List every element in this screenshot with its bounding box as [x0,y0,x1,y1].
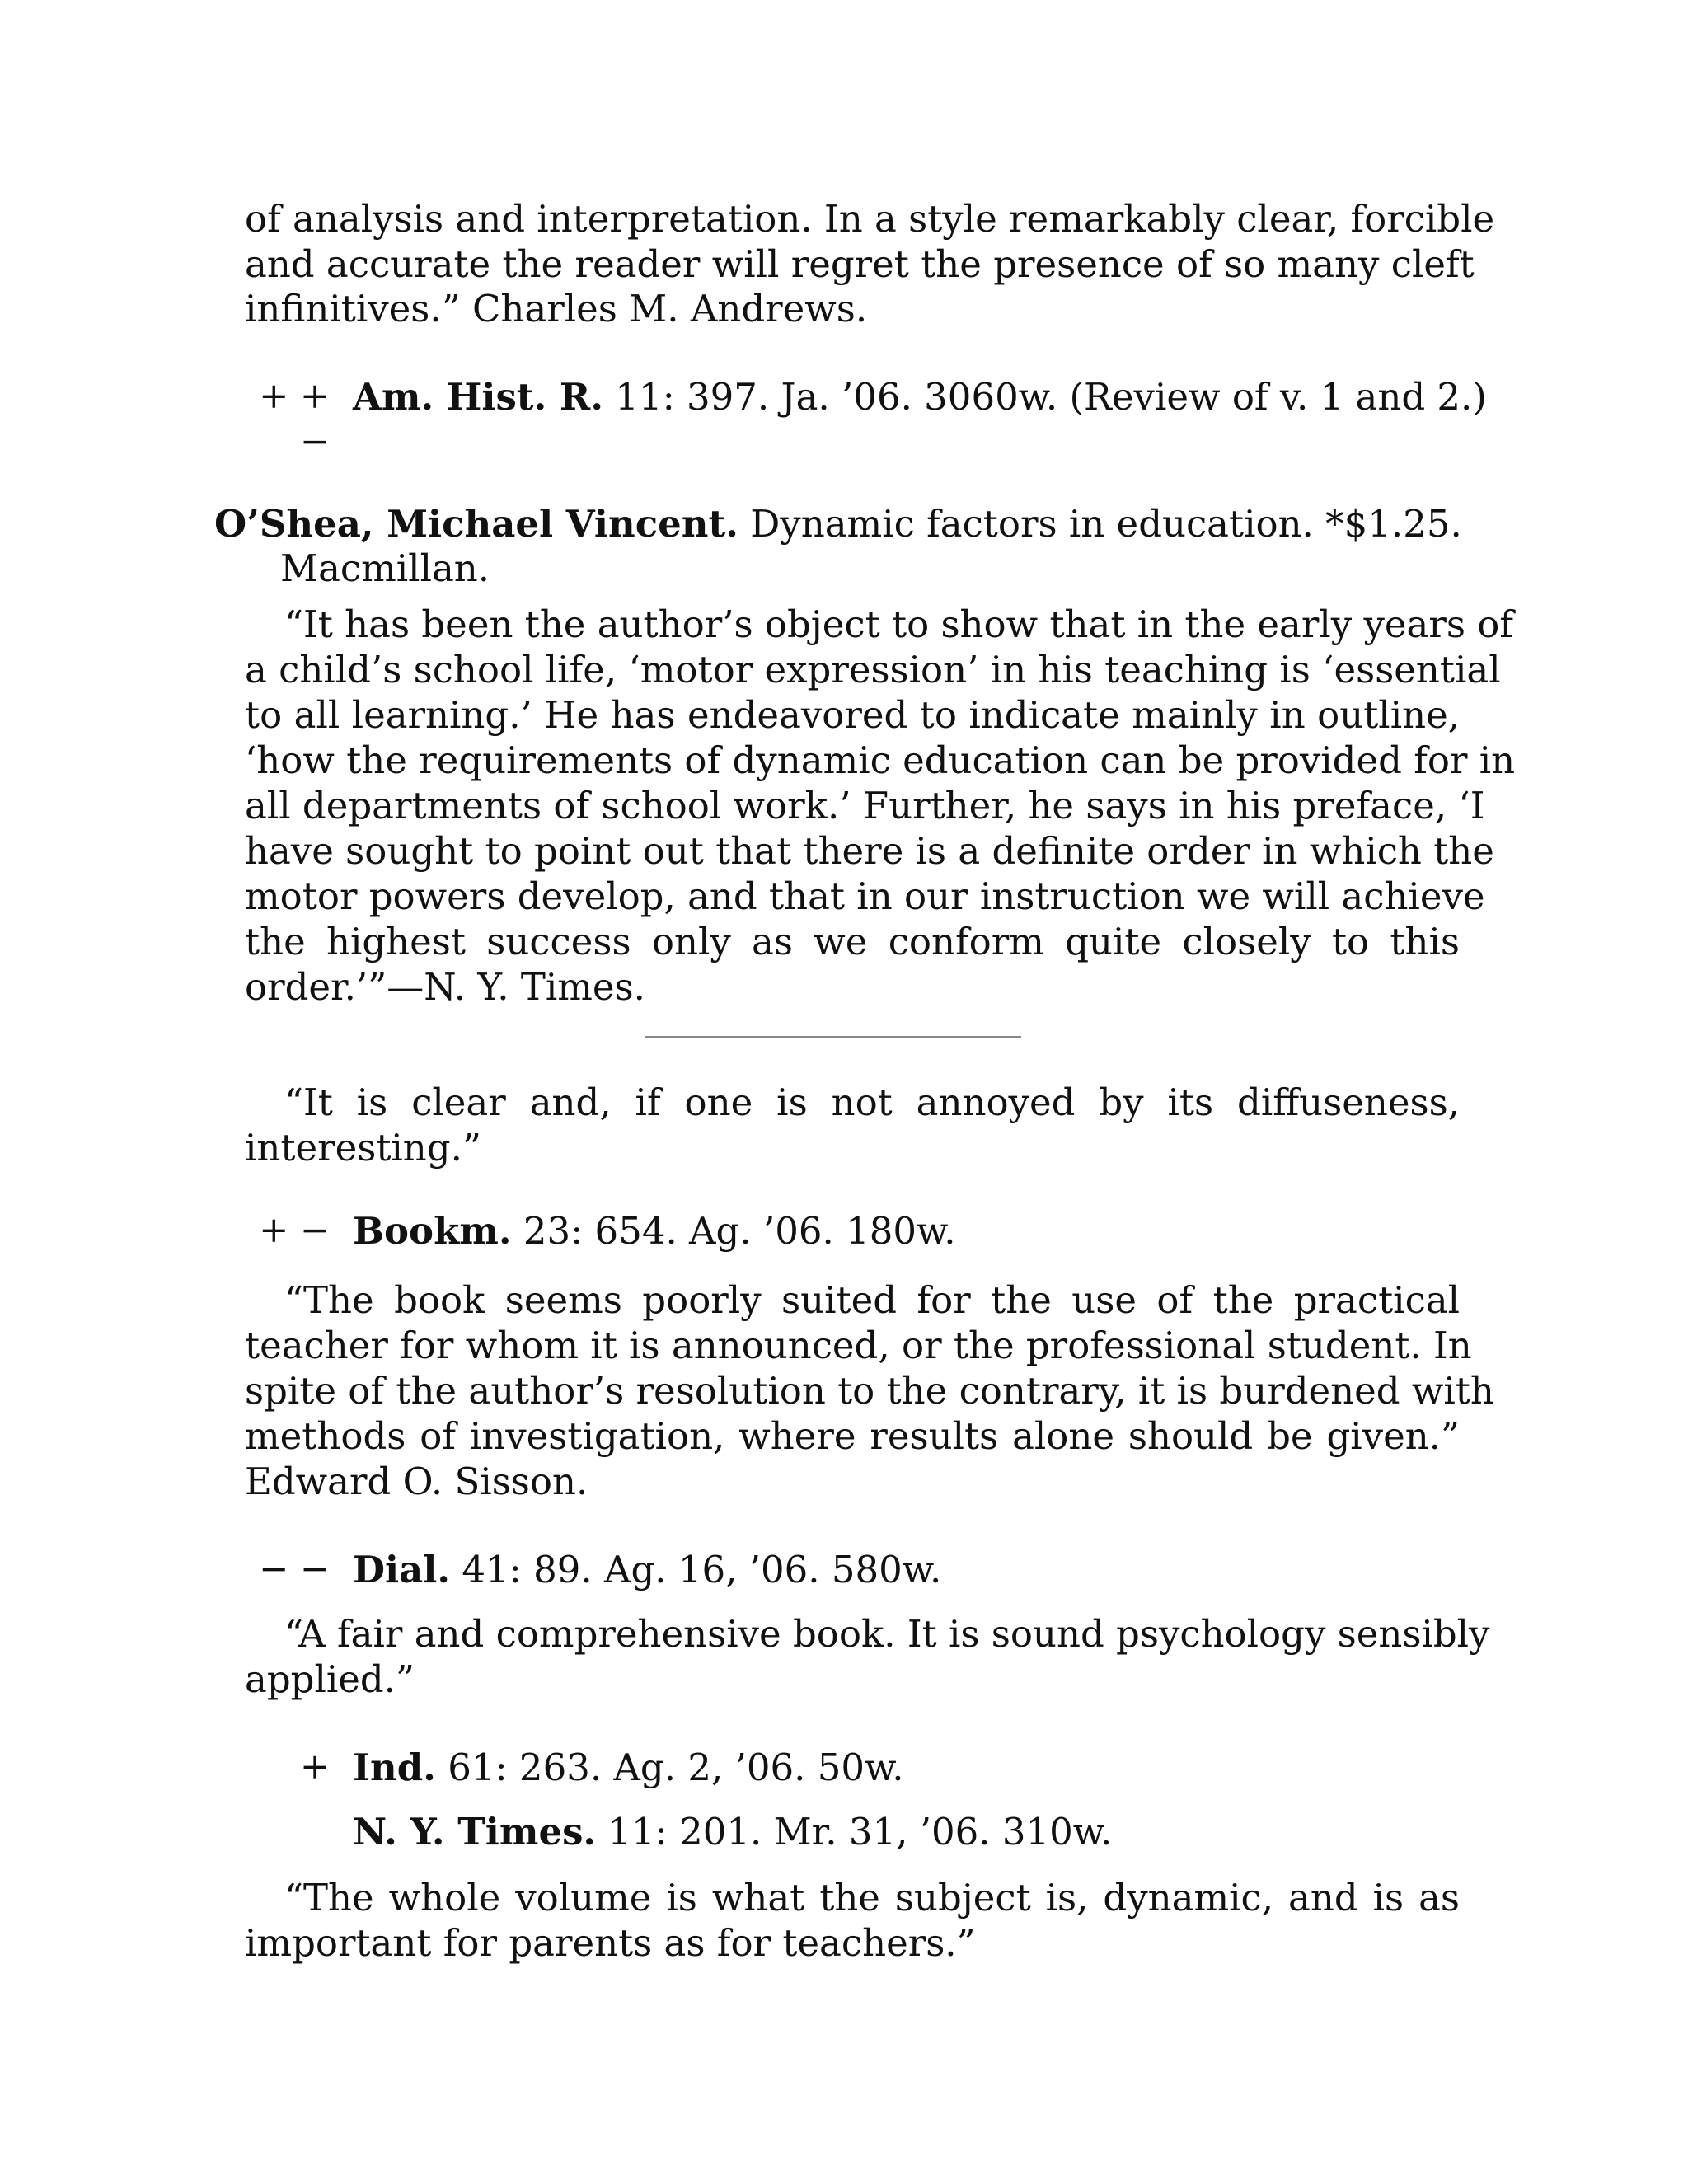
entry-heading [214,501,1460,546]
quote5-line-1: “The whole volume is what the subject is, dynamic, and is as [284,1876,1460,1919]
top-quote-line-2: and accurate the reader will regret the presence of so many cleft [245,242,1475,286]
quote3-line-1: “The book seems poorly suited for the use of the practical [284,1278,1460,1322]
summary-line-8: the highest success only as we conform quite closely to this [245,920,1460,963]
quote2-line-2: interesting.” [245,1126,481,1169]
journal-name: Am. Hist. R. [353,375,603,419]
journal-name: Bookm. [353,1209,512,1253]
review-marks-dial: − − [259,1549,330,1590]
top-quote-line-1: of analysis and interpretation. In a style remarkably clear, forcible [245,197,1495,241]
quote4-line-2: applied.” [245,1657,415,1701]
review-marks-ind: + [299,1746,330,1788]
quote2-line-1: “It is clear and, if one is not annoyed by its diffuseness, [284,1080,1460,1124]
top-quote-line-3: infinitives.” Charles M. Andrews. [245,287,868,330]
summary-line-6: have sought to point out that there is a definite order in which the [245,829,1494,873]
entry-title-price: Dynamic factors in education. *$1.25. [738,502,1462,546]
review-marks-bookm: + − [259,1210,330,1251]
summary-line-4: ‘how the requirements of dynamic education can be provided for in [245,738,1516,782]
journal-name: N. Y. Times. [353,1810,597,1854]
citation-details: 61: 263. Ag. 2, ’06. 50w. [435,1746,904,1789]
journal-name: Dial. [353,1548,451,1591]
quote4-line-1: “A fair and comprehensive book. It is sound psychology sensibly [284,1612,1490,1656]
quote3-line-3: spite of the author’s resolution to the contrary, it is burdened with [245,1369,1494,1413]
review-citation-ny-times [353,1809,1112,1854]
quote3-line-5: Edward O. Sisson. [245,1460,588,1503]
entry-publisher: Macmillan. [280,546,490,590]
summary-line-7: motor powers develop, and that in our instruction we will achieve [245,874,1485,918]
citation-details: 23: 654. Ag. ’06. 180w. [511,1209,956,1253]
citation-details: 11: 397. Ja. ’06. 3060w. (Review of v. 1 and 2.) [603,375,1487,419]
summary-line-5: all departments of school work.’ Further, he says in his preface, ‘I [245,784,1485,827]
summary-line-9: order.’”—N. Y. Times. [245,965,645,1009]
quote3-line-2: teacher for whom it is announced, or the professional student. In [245,1324,1472,1367]
citation-details: 11: 201. Mr. 31, ’06. 310w. [596,1810,1113,1854]
journal-name: Ind. [353,1746,436,1789]
review-marks-am-hist: + + − [259,376,330,462]
review-citation-am-hist [353,374,1487,419]
quote3-line-4: methods of investigation, where results alone should be given.” [245,1414,1460,1458]
citation-details: 41: 89. Ag. 16, ’06. 580w. [450,1548,942,1591]
summary-line-1: “It has been the author’s object to show that in the early years of [284,602,1514,646]
review-citation-dial [353,1547,941,1592]
review-citation-ind [353,1745,904,1790]
review-citation-bookm [353,1208,956,1254]
section-divider [645,1036,1021,1038]
quote5-line-2: important for parents as for teachers.” [245,1921,976,1965]
entry-author: O’Shea, Michael Vincent. [214,502,738,546]
summary-line-2: a child’s school life, ‘motor expression’ in his teaching is ‘essential [245,648,1501,691]
summary-line-3: to all learning.’ He has endeavored to indicate mainly in outline, [245,693,1460,737]
